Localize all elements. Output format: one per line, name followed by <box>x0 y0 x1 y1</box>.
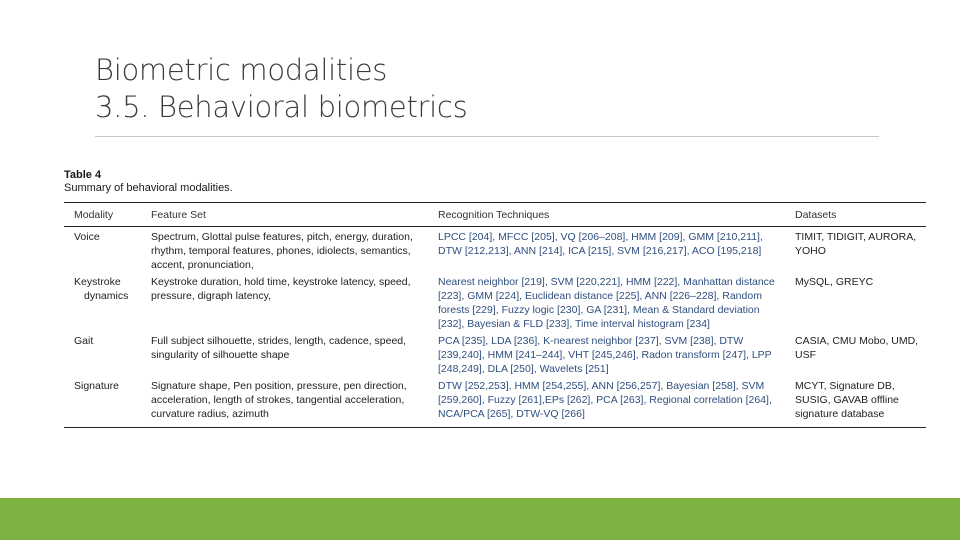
table-caption-text: Summary of behavioral modalities. <box>64 182 233 194</box>
cell-datasets: TIMIT, TIDIGIT, AURORA, YOHO <box>795 231 917 257</box>
cell-techniques: Nearest neighbor [219], SVM [220,221], HMM [222], Manhattan distance [223], GMM [224], Euclidean distance [225], ANN [226–228], Random forests [229], Fuzzy logic [230], GA [231], Mean & Standard deviation [232], Bayesian & FLD [233], Time interval histogram [234] <box>438 276 775 330</box>
slide-title <box>95 52 467 126</box>
table-row <box>64 376 926 428</box>
table-caption-label: Table 4 <box>64 169 102 181</box>
cell-features: Keystroke duration, hold time, keystroke latency, speed, pressure, digraph latency, <box>151 276 411 302</box>
table-row <box>64 227 926 273</box>
cell-datasets: CASIA, CMU Mobo, UMD, USF <box>795 335 919 361</box>
header-recognition-techniques: Recognition Techniques <box>428 203 785 227</box>
cell-techniques: PCA [235], LDA [236], K-nearest neighbor [237], SVM [238], DTW [239,240], HMM [241–244], VHT [245,246], Radon transform [247], LPP [248,249], DLA [250], Wavelets [251] <box>438 335 772 375</box>
cell-datasets: MySQL, GREYC <box>795 276 874 288</box>
modality-name: Voice <box>74 231 100 243</box>
cell-features: Full subject silhouette, strides, length, cadence, speed, singularity of silhouette shape <box>151 335 407 361</box>
cell-features: Signature shape, Pen position, pressure, pen direction, acceleration, length of strokes, tangential acceleration, curvature radius, azimuth <box>151 380 407 420</box>
behavioral-modalities-table <box>64 202 926 428</box>
cell-modality <box>64 331 141 376</box>
cell-techniques: LPCC [204], MFCC [205], VQ [206–208], HMM [209], GMM [210,211], DTW [212,213], ANN [214], ICA [215], SVM [216,217], ACO [195,218] <box>438 231 763 257</box>
modality-name-continued: dynamics <box>84 290 129 302</box>
cell-modality <box>64 227 141 273</box>
table-header-row <box>64 203 926 227</box>
header-modality: Modality <box>64 203 141 227</box>
header-datasets: Datasets <box>785 203 926 227</box>
table-row <box>64 331 926 376</box>
table-row <box>64 272 926 331</box>
modality-name: Gait <box>74 335 94 347</box>
title-line-2: 3.5. Behavioral biometrics <box>95 90 468 124</box>
table-figure <box>64 169 926 428</box>
cell-features: Spectrum, Glottal pulse features, pitch, energy, duration, rhythm, temporal features, phones, idiolects, semantics, accent, pronunciation, <box>151 231 413 271</box>
cell-modality <box>64 376 141 428</box>
title-line-1: Biometric modalities <box>95 53 388 87</box>
cell-modality <box>64 272 141 331</box>
cell-techniques: DTW [252,253], HMM [254,255], ANN [256,257], Bayesian [258], SVM [259,260], Fuzzy [261],EPs [262], PCA [263], Regional correlation [264], NCA/PCA [265], DTW-VQ [266] <box>438 380 772 420</box>
footer-accent-bar <box>0 498 960 540</box>
title-divider <box>95 136 879 137</box>
cell-datasets: MCYT, Signature DB, SUSIG, GAVAB offline signature database <box>795 380 899 420</box>
header-feature-set: Feature Set <box>141 203 428 227</box>
modality-name: Keystroke <box>74 276 121 288</box>
modality-name: Signature <box>74 380 119 392</box>
